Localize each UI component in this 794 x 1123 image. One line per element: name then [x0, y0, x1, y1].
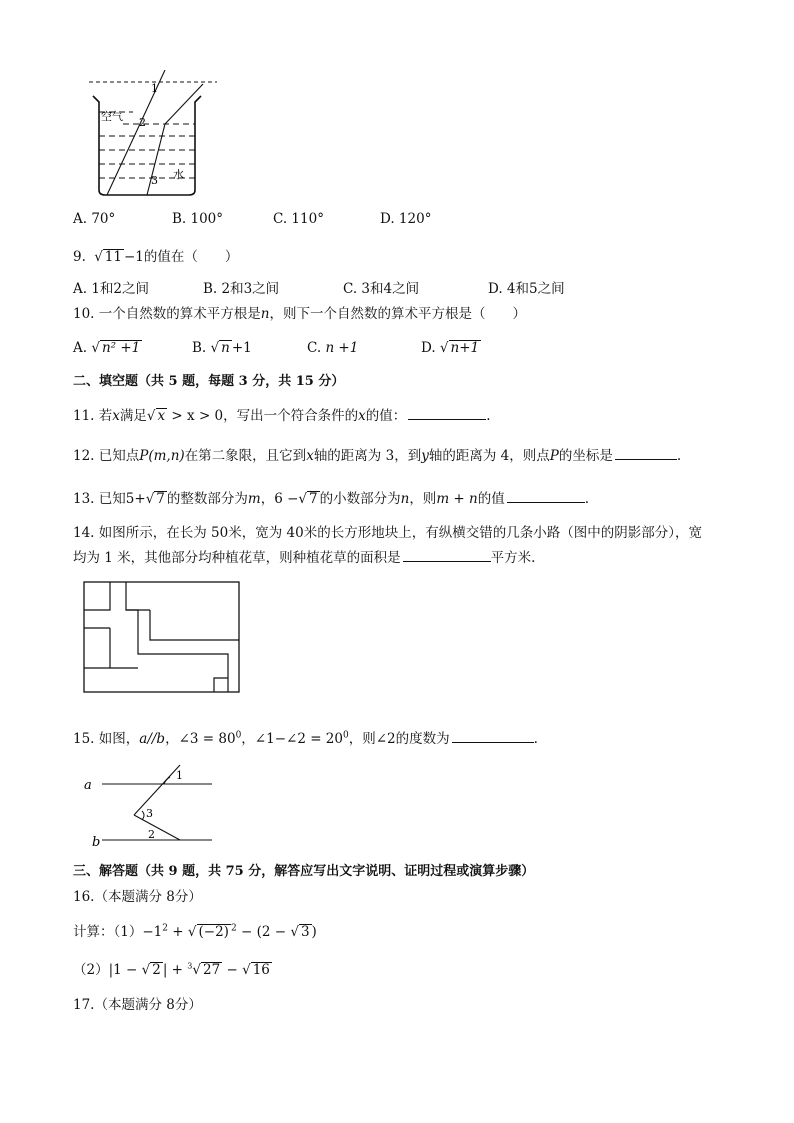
q10-stem: 10. 一个自然数的算术平方根是n，则下一个自然数的算术平方根是（ ） [73, 306, 526, 322]
line-b-label: b [92, 835, 101, 849]
q16-calc-1: 计算：$(1)-1^2$ + √ (−2) $^2$ − (2 − √ 3 ) [73, 923, 317, 940]
parallel-lines-figure [84, 757, 214, 849]
q15-answer-blank[interactable] [452, 728, 534, 743]
q11-answer-blank[interactable] [408, 405, 486, 420]
angle-2-label: 2 [148, 828, 155, 841]
q9-option-b: B. 2和3之间 [203, 281, 280, 297]
q15-stem: 15. 如图，a//b，∠3 = $80^0$，∠1−∠2 = $20^0$，则∠2的度数为 . [73, 727, 538, 747]
field-path-figure [82, 580, 242, 694]
q11-stem: 11. 若x满足√ x > x > 0，写出一个符合条件的x的值： . [73, 404, 491, 424]
q9-option-c: C. 3和4之间 [343, 281, 420, 297]
q8-option-c: C. 110° [273, 211, 324, 227]
q16-heading: 16.（本题满分 8分） [73, 889, 202, 905]
q9-option-a: A. 1和2之间 [73, 281, 150, 297]
angle-3-label: 3 [151, 174, 158, 187]
section-3-heading: 三、解答题（共 9 题，共 75 分，解答应写出文字说明、证明过程或演算步骤） [73, 864, 535, 879]
q13-answer-blank[interactable] [507, 488, 585, 503]
q12-answer-blank[interactable] [615, 445, 677, 460]
q16-calc-2: （2）|1 − √ 2 | + $^3$√ 27 − √ 16 [73, 961, 270, 978]
section-2-heading: 二、填空题（共 5 题，每题 3 分，共 15 分） [73, 374, 345, 389]
q8-option-d: D. 120° [380, 211, 432, 227]
water-label: 水 [173, 168, 184, 181]
q9-stem: 9. √ 11 −1的值在（ ） [73, 249, 239, 265]
q14-answer-blank[interactable] [403, 547, 491, 562]
q9-option-d: D. 4和5之间 [488, 281, 565, 297]
q10-option-c: C. n +1 [307, 340, 359, 356]
angle-1-label: 1 [176, 769, 183, 782]
q10-option-d: D. √ n+1 [421, 340, 480, 356]
angle-3-label: 3 [146, 807, 153, 820]
q13-stem: 13. 已知5+√ 7 的整数部分为m，6 −√ 7 的小数部分为n，则m + n的值 . [73, 487, 589, 507]
angle-2-label: 2 [139, 116, 146, 129]
q10-option-a: A. √ n² +1 [73, 340, 141, 356]
q10-option-b: B. √ n +1 [192, 340, 252, 356]
q14-stem-line2: 均为 1 米，其他部分均种植花草，则种植花草的面积是 平方米. [73, 546, 535, 566]
q8-option-b: B. 100° [172, 211, 224, 227]
angle-1-label: 1 [151, 82, 158, 95]
q17-heading: 17.（本题满分 8分） [73, 997, 202, 1013]
q8-option-a: A. 70° [73, 211, 116, 227]
q14-stem-line1: 14. 如图所示，在长为 50米，宽为 40米的长方形地块上，有纵横交错的几条小路（图中的阴影部分），宽 [73, 525, 702, 541]
beaker-figure [85, 70, 235, 198]
q12-stem: 12. 已知点P(m,n)在第二象限，且它到x轴的距离为 3，到y轴的距离为 4，则点P的坐标是 . [73, 444, 681, 464]
air-label: 空气 [101, 110, 123, 123]
line-a-label: a [84, 778, 92, 793]
